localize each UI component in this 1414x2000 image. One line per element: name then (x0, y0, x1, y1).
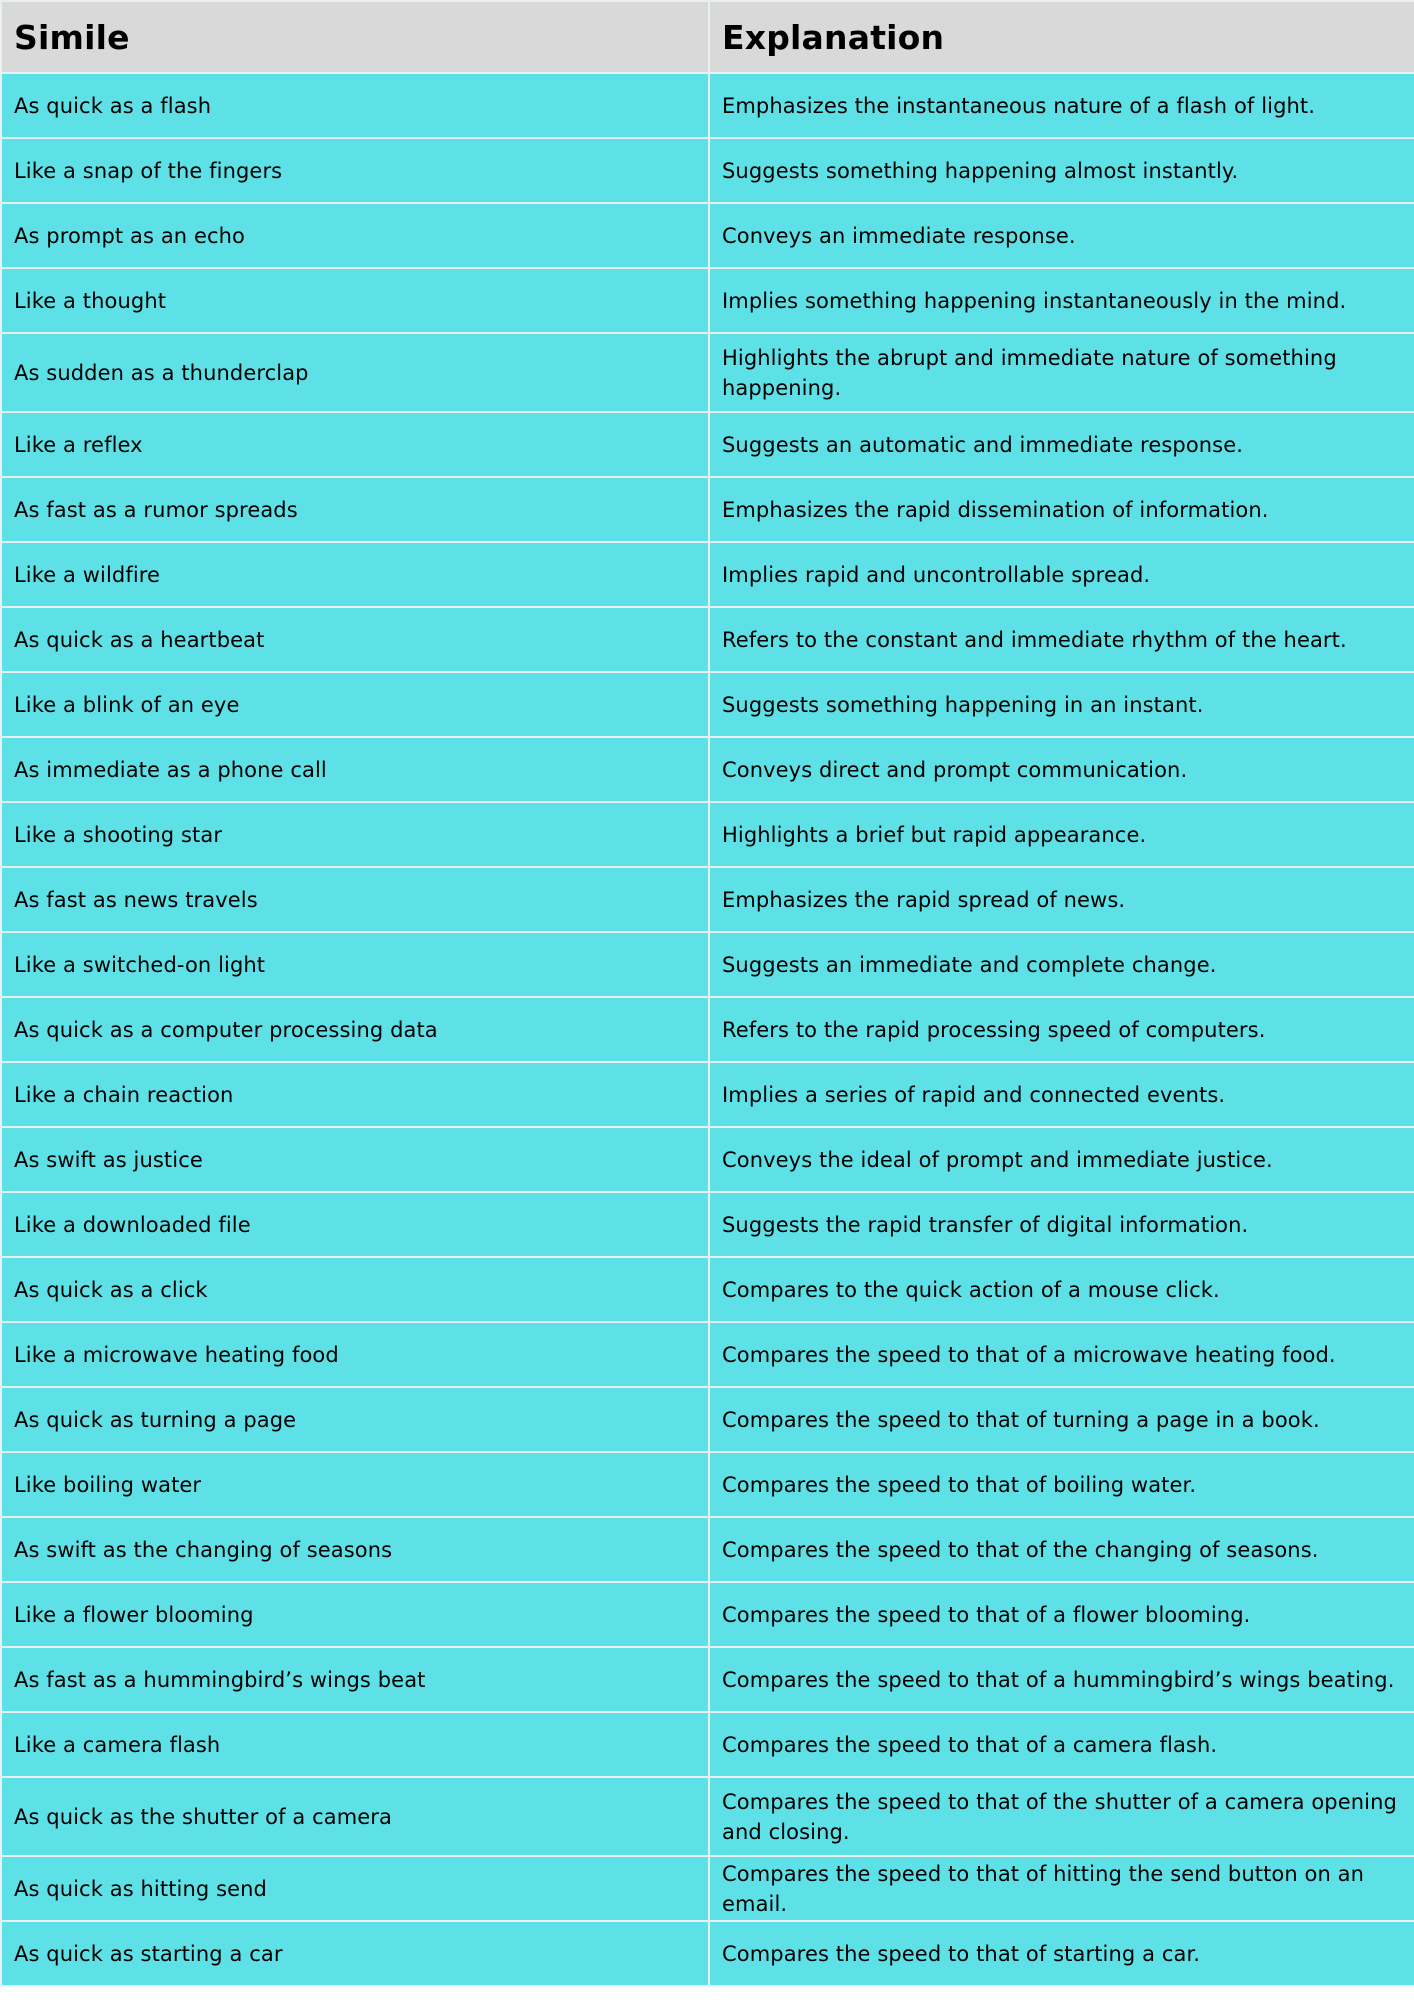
simile-cell: Like a flower blooming (1, 1582, 709, 1647)
table-row (1, 672, 1414, 737)
explanation-cell: Suggests something happening in an instant. (709, 672, 1414, 737)
table-row (1, 737, 1414, 802)
table-row (1, 802, 1414, 867)
table-row (1, 1387, 1414, 1452)
simile-cell: As swift as justice (1, 1127, 709, 1192)
explanation-cell: Highlights a brief but rapid appearance. (709, 802, 1414, 867)
explanation-cell: Emphasizes the instantaneous nature of a flash of light. (709, 73, 1414, 138)
simile-cell: Like a shooting star (1, 802, 709, 867)
explanation-cell: Conveys an immediate response. (709, 203, 1414, 268)
table-row (1, 477, 1414, 542)
simile-cell: As quick as a flash (1, 73, 709, 138)
explanation-cell: Compares to the quick action of a mouse click. (709, 1257, 1414, 1322)
table-row (1, 867, 1414, 932)
simile-cell: Like a camera flash (1, 1712, 709, 1777)
table-row (1, 932, 1414, 997)
simile-cell: Like a switched-on light (1, 932, 709, 997)
table-row (1, 997, 1414, 1062)
simile-cell: Like a microwave heating food (1, 1322, 709, 1387)
explanation-cell: Compares the speed to that of a camera flash. (709, 1712, 1414, 1777)
explanation-cell: Compares the speed to that of boiling water. (709, 1452, 1414, 1517)
explanation-cell: Suggests something happening almost instantly. (709, 138, 1414, 203)
simile-cell: As fast as a hummingbird’s wings beat (1, 1647, 709, 1712)
table-row (1, 607, 1414, 672)
table-row (1, 1127, 1414, 1192)
table-row (1, 1322, 1414, 1387)
simile-cell: As quick as hitting send (1, 1856, 709, 1921)
explanation-cell: Refers to the constant and immediate rhythm of the heart. (709, 607, 1414, 672)
explanation-cell: Suggests an immediate and complete change. (709, 932, 1414, 997)
simile-cell: As quick as a heartbeat (1, 607, 709, 672)
explanation-cell: Refers to the rapid processing speed of computers. (709, 997, 1414, 1062)
table-row (1, 1647, 1414, 1712)
simile-cell: As quick as starting a car (1, 1921, 709, 1986)
table-row (1, 1712, 1414, 1777)
explanation-cell: Compares the speed to that of hitting the send button on an email. (709, 1856, 1414, 1921)
table-row (1, 1582, 1414, 1647)
explanation-cell: Suggests the rapid transfer of digital information. (709, 1192, 1414, 1257)
simile-cell: As quick as a click (1, 1257, 709, 1322)
simile-cell: Like a snap of the fingers (1, 138, 709, 203)
table-row (1, 1517, 1414, 1582)
explanation-cell: Compares the speed to that of the shutter of a camera opening and closing. (709, 1777, 1414, 1856)
table-row (1, 333, 1414, 412)
simile-cell: Like a thought (1, 268, 709, 333)
table-row (1, 1192, 1414, 1257)
simile-cell: As quick as the shutter of a camera (1, 1777, 709, 1856)
explanation-cell: Emphasizes the rapid spread of news. (709, 867, 1414, 932)
header-simile: Simile (1, 1, 709, 73)
simile-cell: As fast as a rumor spreads (1, 477, 709, 542)
table-row (1, 138, 1414, 203)
table-row (1, 1856, 1414, 1921)
simile-cell: As fast as news travels (1, 867, 709, 932)
simile-cell: As immediate as a phone call (1, 737, 709, 802)
explanation-cell: Compares the speed to that of a flower blooming. (709, 1582, 1414, 1647)
explanation-cell: Compares the speed to that of a microwave heating food. (709, 1322, 1414, 1387)
header-explanation: Explanation (709, 1, 1414, 73)
explanation-cell: Compares the speed to that of turning a page in a book. (709, 1387, 1414, 1452)
explanation-cell: Emphasizes the rapid dissemination of information. (709, 477, 1414, 542)
table-row (1, 1777, 1414, 1856)
header-row (1, 1, 1414, 73)
simile-cell: Like a wildfire (1, 542, 709, 607)
explanation-cell: Conveys the ideal of prompt and immediate justice. (709, 1127, 1414, 1192)
simile-cell: Like a reflex (1, 412, 709, 477)
explanation-cell: Compares the speed to that of a hummingbird’s wings beating. (709, 1647, 1414, 1712)
simile-cell: As sudden as a thunderclap (1, 333, 709, 412)
simile-cell: As quick as turning a page (1, 1387, 709, 1452)
simile-cell: Like a chain reaction (1, 1062, 709, 1127)
simile-cell: Like a downloaded file (1, 1192, 709, 1257)
explanation-cell: Compares the speed to that of starting a car. (709, 1921, 1414, 1986)
table-row (1, 1452, 1414, 1517)
simile-cell: As swift as the changing of seasons (1, 1517, 709, 1582)
simile-cell: As prompt as an echo (1, 203, 709, 268)
explanation-cell: Conveys direct and prompt communication. (709, 737, 1414, 802)
table-row (1, 412, 1414, 477)
table-row (1, 1062, 1414, 1127)
table-row (1, 542, 1414, 607)
explanation-cell: Suggests an automatic and immediate response. (709, 412, 1414, 477)
table-row (1, 1921, 1414, 1986)
table-header (1, 1, 1414, 73)
table-row (1, 1257, 1414, 1322)
simile-cell: As quick as a computer processing data (1, 997, 709, 1062)
explanation-cell: Compares the speed to that of the changing of seasons. (709, 1517, 1414, 1582)
table-row (1, 73, 1414, 138)
explanation-cell: Implies something happening instantaneously in the mind. (709, 268, 1414, 333)
explanation-cell: Implies rapid and uncontrollable spread. (709, 542, 1414, 607)
explanation-cell: Highlights the abrupt and immediate nature of something happening. (709, 333, 1414, 412)
simile-cell: Like boiling water (1, 1452, 709, 1517)
table-body (1, 73, 1414, 1986)
simile-cell: Like a blink of an eye (1, 672, 709, 737)
table-row (1, 203, 1414, 268)
table-row (1, 268, 1414, 333)
explanation-cell: Implies a series of rapid and connected events. (709, 1062, 1414, 1127)
